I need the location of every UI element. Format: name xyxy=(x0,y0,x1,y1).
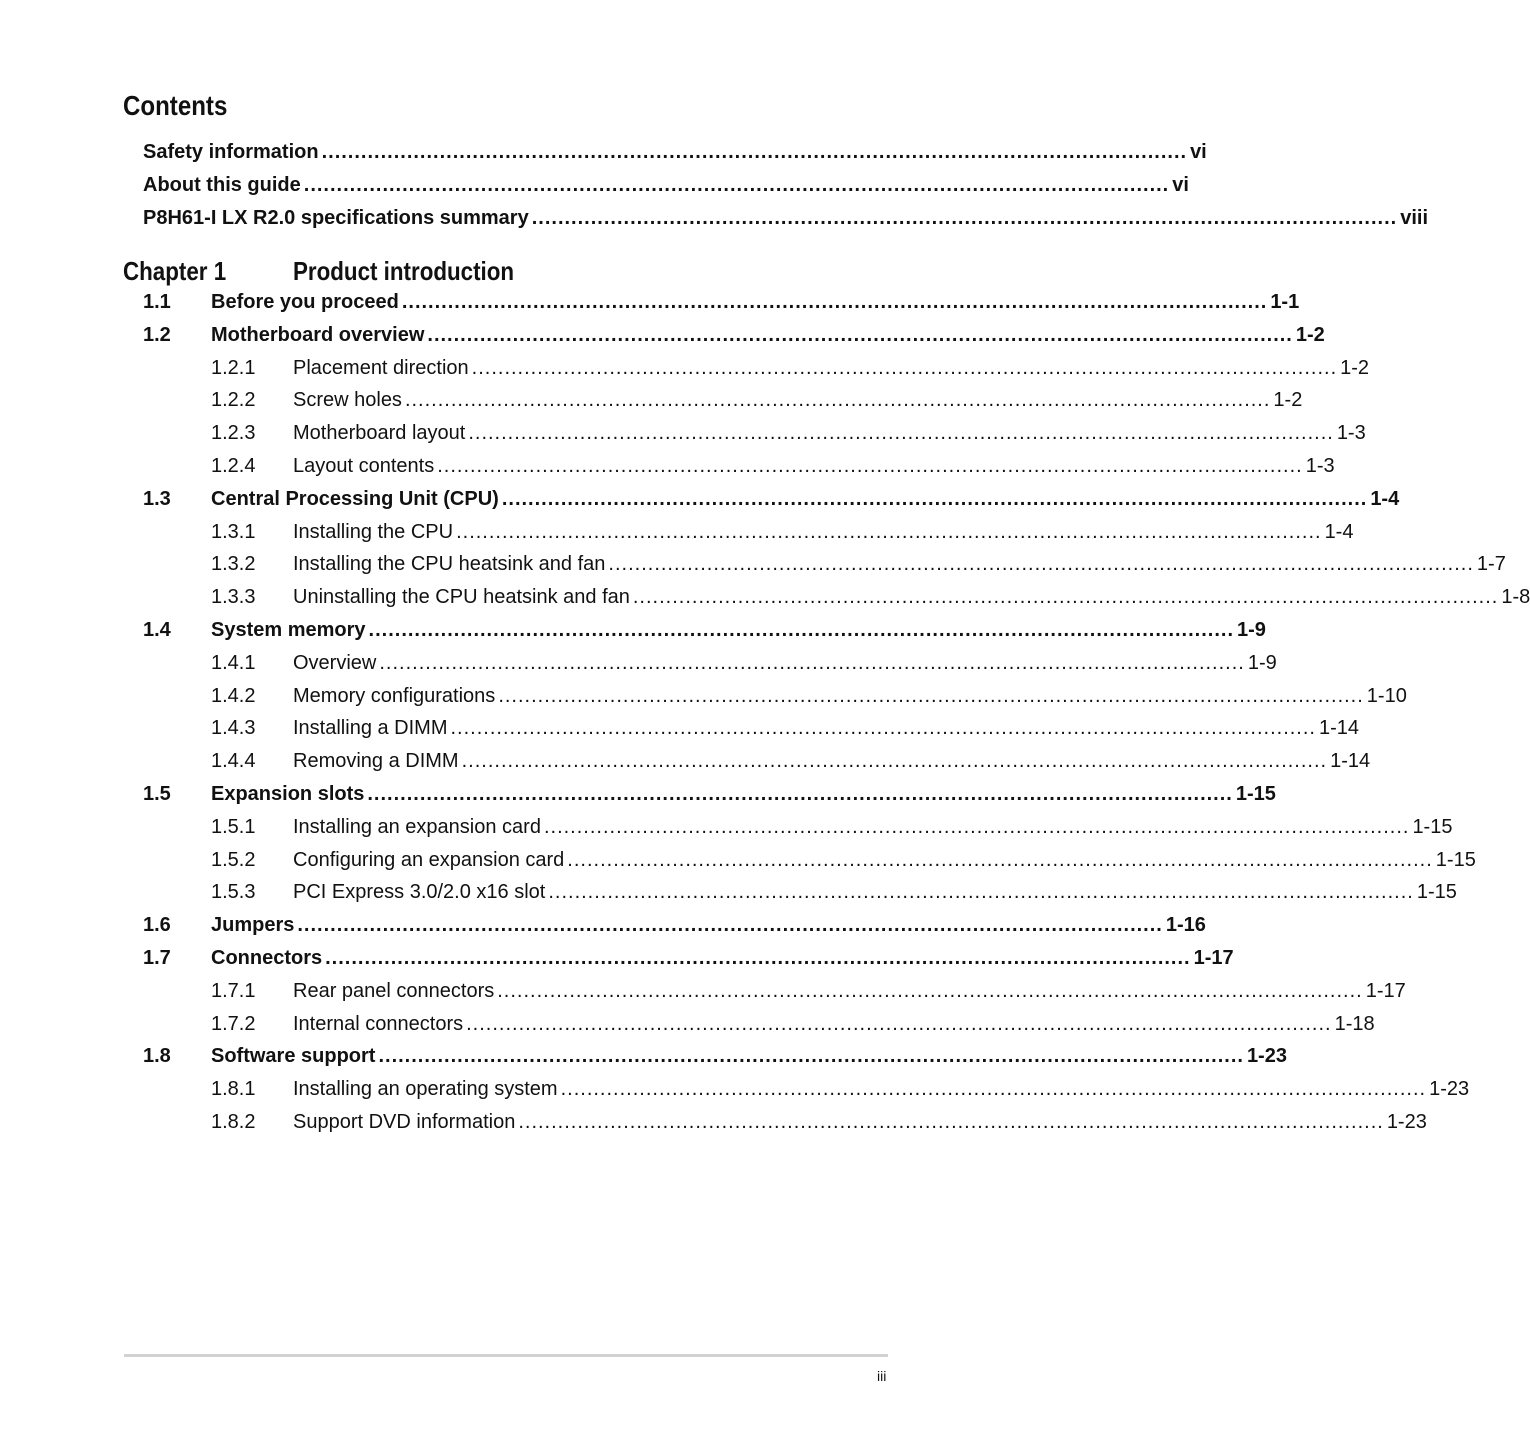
toc-section-number: 1.2.4 xyxy=(211,454,256,477)
toc-section-number: 1.7 xyxy=(143,946,171,969)
chapter-section-list xyxy=(143,291,1530,1144)
toc-section-page: 1-18 xyxy=(1334,1012,1375,1035)
toc-section-number: 1.2.3 xyxy=(211,422,256,445)
toc-subsection[interactable] xyxy=(143,684,1407,718)
toc-subsection[interactable] xyxy=(143,815,1453,849)
toc-subsection[interactable] xyxy=(143,979,1406,1013)
toc-section-number: 1.8 xyxy=(143,1045,171,1068)
leader-dots: .................................................................................................................................... xyxy=(461,750,1328,773)
toc-section-page: 1-3 xyxy=(1336,422,1366,445)
toc-entry[interactable] xyxy=(143,141,1207,174)
leader-dots: .................................................................................................................................... xyxy=(632,586,1499,609)
leader-dots: .................................................................................................................................... xyxy=(543,815,1410,838)
toc-subsection[interactable] xyxy=(143,356,1370,390)
toc-section-label: Motherboard layout xyxy=(293,422,466,445)
toc-section-page: 1-3 xyxy=(1305,454,1335,477)
toc-section-page: 1-23 xyxy=(1386,1110,1427,1133)
leader-dots: .................................................................................................................................... xyxy=(378,1045,1244,1068)
leader-dots: .................................................................................................................................... xyxy=(498,684,1364,707)
toc-section-label: PCI Express 3.0/2.0 x16 slot xyxy=(293,881,546,904)
toc-section-label: Installing an operating system xyxy=(293,1078,558,1101)
leader-dots: .................................................................................................................................... xyxy=(456,520,1322,543)
toc-subsection[interactable] xyxy=(143,553,1506,586)
leader-dots: .................................................................................................................................... xyxy=(297,914,1163,937)
toc-section-label: Removing a DIMM xyxy=(293,750,459,773)
leader-dots: .................................................................................................................................... xyxy=(325,946,1191,969)
leader-dots: .................................................................................................................................... xyxy=(367,782,1233,805)
toc-section-label: Uninstalling the CPU heatsink and fan xyxy=(293,586,630,609)
toc-section-page: 1-2 xyxy=(1340,356,1370,379)
toc-entry-page: vi xyxy=(1190,141,1207,163)
toc-section-page: 1-7 xyxy=(1476,553,1506,576)
toc-section[interactable] xyxy=(143,487,1400,521)
toc-section-number: 1.2 xyxy=(143,323,171,346)
toc-section-page: 1-2 xyxy=(1295,323,1325,346)
toc-section-label: Expansion slots xyxy=(211,782,365,805)
toc-subsection[interactable] xyxy=(143,454,1335,488)
leader-dots: .................................................................................................................................... xyxy=(401,291,1268,313)
toc-section-number: 1.5.1 xyxy=(211,815,256,838)
toc-section-page: 1-15 xyxy=(1412,815,1453,838)
leader-dots: .................................................................................................................................... xyxy=(560,1078,1427,1101)
leader-dots: .................................................................................................................................... xyxy=(437,454,1303,477)
toc-entry-label: P8H61-I LX R2.0 specifications summary xyxy=(143,207,529,229)
toc-section-number: 1.3.1 xyxy=(211,520,256,543)
toc-section-page: 1-15 xyxy=(1416,881,1457,904)
leader-dots: .................................................................................................................................... xyxy=(501,487,1368,510)
toc-section-number: 1.4.2 xyxy=(211,684,256,707)
toc-section-label: Overview xyxy=(293,651,377,674)
toc-section-number: 1.5.2 xyxy=(211,848,256,871)
leader-dots: .................................................................................................................................... xyxy=(468,422,1334,445)
toc-section-number: 1.1 xyxy=(143,291,171,313)
toc-section-page: 1-10 xyxy=(1366,684,1407,707)
toc-section-page: 1-4 xyxy=(1370,487,1400,510)
toc-section-page: 1-1 xyxy=(1270,291,1300,313)
toc-section-number: 1.4.4 xyxy=(211,750,256,773)
toc-section-page: 1-14 xyxy=(1318,717,1360,740)
toc-section-label: Placement direction xyxy=(293,356,469,379)
toc-section-number: 1.7.1 xyxy=(211,979,256,1002)
front-matter-list xyxy=(143,141,1428,240)
toc-section-page: 1-8 xyxy=(1501,586,1530,609)
page-number: iii xyxy=(877,1368,887,1384)
toc-section-label: Installing a DIMM xyxy=(293,717,448,740)
toc-section-page: 1-16 xyxy=(1165,914,1206,937)
toc-section-number: 1.4 xyxy=(143,618,171,641)
toc-section[interactable] xyxy=(143,323,1325,357)
leader-dots: .................................................................................................................................... xyxy=(471,356,1338,379)
toc-section-number: 1.8.2 xyxy=(211,1110,256,1133)
toc-entry-label: About this guide xyxy=(143,174,301,196)
toc-subsection[interactable] xyxy=(143,848,1476,882)
toc-section-page: 1-9 xyxy=(1237,618,1266,641)
toc-section[interactable] xyxy=(143,291,1300,324)
toc-subsection[interactable] xyxy=(143,717,1360,750)
leader-dots: .................................................................................................................................... xyxy=(303,174,1170,196)
leader-dots: .................................................................................................................................... xyxy=(567,848,1433,871)
toc-entry-page: viii xyxy=(1400,207,1428,229)
toc-section-label: Internal connectors xyxy=(293,1012,464,1035)
toc-entry[interactable] xyxy=(143,207,1428,240)
toc-section-label: System memory xyxy=(211,618,366,641)
toc-section-label: Configuring an expansion card xyxy=(293,848,565,871)
toc-section-label: Support DVD information xyxy=(293,1110,516,1133)
toc-section-label: Installing the CPU heatsink and fan xyxy=(293,553,606,576)
footer-divider xyxy=(124,1354,888,1357)
toc-section-label: Rear panel connectors xyxy=(293,979,495,1002)
toc-subsection[interactable] xyxy=(143,422,1366,455)
toc-section-page: 1-4 xyxy=(1324,520,1354,543)
leader-dots: .................................................................................................................................... xyxy=(531,207,1398,229)
leader-dots: .................................................................................................................................... xyxy=(427,323,1293,346)
toc-subsection[interactable] xyxy=(143,651,1277,685)
toc-section-number: 1.2.2 xyxy=(211,389,256,412)
toc-section-page: 1-23 xyxy=(1246,1045,1287,1068)
toc-section-page: 1-23 xyxy=(1429,1078,1470,1101)
toc-section-number: 1.3.3 xyxy=(211,586,256,609)
toc-section-number: 1.2.1 xyxy=(211,356,256,379)
toc-section[interactable] xyxy=(143,618,1266,652)
toc-section-page: 1-17 xyxy=(1365,979,1406,1002)
toc-section[interactable] xyxy=(143,782,1276,816)
toc-section-number: 1.8.1 xyxy=(211,1078,256,1101)
toc-section-label: Connectors xyxy=(211,946,323,969)
toc-section-label: Screw holes xyxy=(293,389,402,412)
toc-entry-label: Safety information xyxy=(143,141,319,163)
leader-dots: .................................................................................................................................... xyxy=(321,141,1188,163)
toc-section-label: Before you proceed xyxy=(211,291,399,313)
toc-section-page: 1-17 xyxy=(1193,946,1234,969)
toc-subsection[interactable] xyxy=(143,881,1457,914)
toc-section-label: Central Processing Unit (CPU) xyxy=(211,487,499,510)
leader-dots: .................................................................................................................................... xyxy=(608,553,1474,576)
toc-entry-page: vi xyxy=(1172,174,1189,196)
toc-subsection[interactable] xyxy=(143,750,1371,783)
toc-subsection[interactable] xyxy=(143,520,1354,554)
page-title: Contents xyxy=(123,90,228,121)
toc-section-number: 1.4.3 xyxy=(211,717,256,740)
toc-section[interactable] xyxy=(143,1045,1287,1078)
chapter-number: Chapter 1 xyxy=(123,256,227,286)
leader-dots: .................................................................................................................................... xyxy=(379,651,1245,674)
leader-dots: .................................................................................................................................... xyxy=(518,1110,1384,1133)
leader-dots: .................................................................................................................................... xyxy=(368,618,1235,641)
toc-section-label: Layout contents xyxy=(293,454,435,477)
toc-section-label: Jumpers xyxy=(211,914,295,937)
toc-section-page: 1-9 xyxy=(1247,651,1277,674)
toc-section[interactable] xyxy=(143,914,1206,947)
toc-section-page: 1-15 xyxy=(1435,848,1476,871)
toc-section-label: Software support xyxy=(211,1045,376,1068)
chapter-title: Product introduction xyxy=(293,256,515,286)
toc-subsection[interactable] xyxy=(143,1110,1427,1144)
toc-section-page: 1-15 xyxy=(1235,782,1276,805)
toc-section-number: 1.3.2 xyxy=(211,553,256,576)
toc-section-label: Motherboard overview xyxy=(211,323,425,346)
toc-section-number: 1.5.3 xyxy=(211,881,256,904)
toc-section-number: 1.4.1 xyxy=(211,651,256,674)
toc-section-page: 1-14 xyxy=(1330,750,1371,773)
leader-dots: .................................................................................................................................... xyxy=(466,1012,1332,1035)
toc-section-number: 1.5 xyxy=(143,782,171,805)
toc-section[interactable] xyxy=(143,946,1234,980)
toc-section-number: 1.6 xyxy=(143,914,171,937)
toc-section-number: 1.7.2 xyxy=(211,1012,256,1035)
toc-subsection[interactable] xyxy=(143,586,1530,619)
leader-dots: .................................................................................................................................... xyxy=(497,979,1363,1002)
toc-section-label: Memory configurations xyxy=(293,684,496,707)
leader-dots: .................................................................................................................................... xyxy=(404,389,1271,412)
leader-dots: .................................................................................................................................... xyxy=(548,881,1414,904)
toc-subsection[interactable] xyxy=(143,1078,1470,1111)
toc-section-page: 1-2 xyxy=(1273,389,1303,412)
toc-section-label: Installing an expansion card xyxy=(293,815,541,838)
toc-subsection[interactable] xyxy=(143,1012,1375,1046)
leader-dots: .................................................................................................................................... xyxy=(450,717,1316,740)
toc-subsection[interactable] xyxy=(143,389,1303,422)
toc-section-label: Installing the CPU xyxy=(293,520,454,543)
toc-section-number: 1.3 xyxy=(143,487,171,510)
toc-entry[interactable] xyxy=(143,174,1189,207)
